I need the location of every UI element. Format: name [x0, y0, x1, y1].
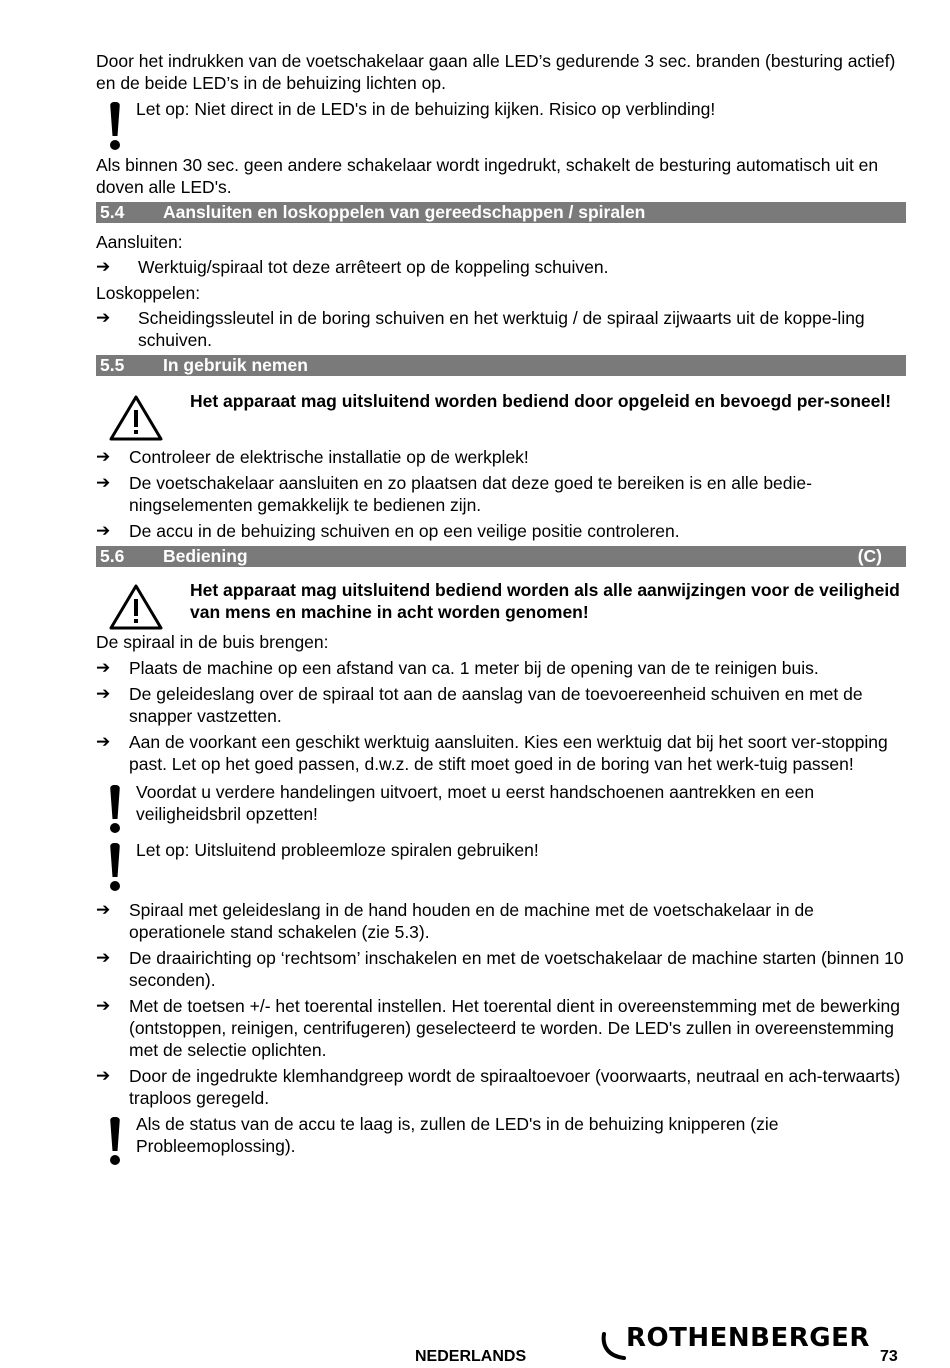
list-item — [96, 899, 906, 943]
arrow-right-icon: ➔ — [96, 447, 111, 466]
footer-language: NEDERLANDS — [415, 1348, 527, 1365]
caution-note — [96, 781, 906, 833]
exclamation-icon — [108, 839, 148, 891]
section-title: Bediening — [163, 546, 248, 566]
warning-triangle-icon — [108, 394, 164, 442]
list-item-text: Met de toetsen +/- het toerental instellen. Het toerental dient in overeenstemming met de bewerking (ontstoppen, reinigen, centrifugeren) geselecteerd te worden. De LED's zullen in overeenstemming met de selectie oplichten. — [129, 996, 900, 1060]
page-number: 73 — [880, 1348, 898, 1365]
section-header-5-6 — [96, 546, 906, 567]
arrow-right-icon: ➔ — [96, 1066, 111, 1085]
arrow-right-icon: ➔ — [96, 684, 111, 703]
warning-block — [96, 390, 906, 442]
list-item-text: Scheidingssleutel in de boring schuiven en het werktuig / de spiraal zijwaarts uit de koppe-ling schuiven. — [138, 308, 865, 350]
warning-text: Het apparaat mag uitsluitend bediend worden als alle aanwijzingen voor de veiligheid van mens en machine in acht worden genomen! — [190, 580, 900, 622]
arrow-right-icon: ➔ — [96, 658, 111, 677]
list-item-text: Aan de voorkant een geschikt werktuig aansluiten. Kies een werktuig dat bij het soort ver-stopping past. Let op het goed passen, d.w.z. de stift moet goed in de boring van het werk-tuig passen! — [129, 732, 888, 774]
exclamation-icon — [108, 1113, 148, 1165]
list-item — [96, 1065, 906, 1109]
list-item — [96, 683, 906, 727]
manual-page — [96, 50, 906, 1169]
list-item — [96, 995, 906, 1061]
section-number: 5.6 — [100, 546, 125, 566]
list-item — [96, 307, 906, 351]
warning-text: Het apparaat mag uitsluitend worden bediend door opgeleid en bevoegd per-soneel! — [190, 391, 892, 411]
disconnect-label: Loskoppelen: — [96, 283, 201, 303]
list-item-text: De draairichting op ‘rechtsom’ inschakelen en met de voetschakelaar de machine starten (binnen 10 seconden). — [129, 948, 904, 990]
connect-label: Aansluiten: — [96, 232, 183, 252]
list-item-text: De voetschakelaar aansluiten en zo plaatsen dat deze goed te bereiken is en alle bedie-ningselementen gemakkelijk te bedienen zijn. — [129, 473, 812, 515]
section-title: Aansluiten en loskoppelen van gereedschappen / spiralen — [163, 202, 646, 222]
exclamation-icon — [108, 781, 148, 833]
list-item-text: Door de ingedrukte klemhandgreep wordt de spiraaltoevoer (voorwaarts, neutraal en ach-terwaarts) traploos geregeld. — [129, 1066, 901, 1108]
caution-note-text: Let op: Uitsluitend probleemloze spiralen gebruiken! — [136, 840, 539, 860]
exclamation-icon — [108, 98, 148, 150]
section-flag: (C) — [857, 546, 882, 566]
section-number: 5.5 — [100, 355, 125, 375]
list-item-text: Spiraal met geleideslang in de hand houden en de machine met de voetschakelaar in de operationele stand schakelen (zie 5.3). — [129, 900, 814, 942]
list-item — [96, 520, 906, 542]
procedure-label: De spiraal in de buis brengen: — [96, 632, 329, 652]
brand-logo-text: ROTHENBERGER — [626, 1323, 870, 1353]
arrow-right-icon: ➔ — [96, 732, 111, 751]
list-item-text: Plaats de machine op een afstand van ca. 1 meter bij de opening van de te reinigen buis. — [129, 658, 819, 678]
section-title: In gebruik nemen — [163, 355, 308, 375]
caution-note — [96, 98, 906, 150]
section-number: 5.4 — [100, 202, 125, 222]
list-item-text: De geleideslang over de spiraal tot aan de aanslag van de toevoereenheid schuiven en met de snapper vastzetten. — [129, 684, 863, 726]
arrow-right-icon: ➔ — [96, 900, 111, 919]
arrow-right-icon: ➔ — [96, 521, 111, 540]
caution-note-text: Voordat u verdere handelingen uitvoert, moet u eerst handschoenen aantrekken en een veiligheidsbril opzetten! — [136, 782, 815, 824]
arrow-right-icon: ➔ — [96, 308, 111, 327]
timeout-paragraph: Als binnen 30 sec. geen andere schakelaar wordt ingedrukt, schakelt de besturing automatisch uit en doven alle LED's. — [96, 155, 879, 197]
caution-note-text: Als de status van de accu te laag is, zullen de LED's in de behuizing knipperen (zie Probleemoplossing). — [136, 1114, 779, 1156]
caution-note-text: Let op: Niet direct in de LED's in de behuizing kijken. Risico op verblinding! — [136, 99, 716, 119]
arrow-right-icon: ➔ — [96, 948, 111, 967]
warning-triangle-icon — [108, 583, 164, 631]
caution-note — [96, 839, 906, 891]
list-item — [96, 657, 906, 679]
list-item — [96, 446, 906, 468]
section-header-5-4 — [96, 202, 906, 223]
caution-note — [96, 1113, 906, 1165]
list-item-text: Controleer de elektrische installatie op de werkplek! — [129, 447, 529, 467]
arrow-right-icon: ➔ — [96, 257, 111, 276]
section-header-5-5 — [96, 355, 906, 376]
list-item — [96, 256, 906, 278]
list-item-text: De accu in de behuizing schuiven en op een veilige positie controleren. — [129, 521, 680, 541]
arrow-right-icon: ➔ — [96, 473, 111, 492]
arrow-right-icon: ➔ — [96, 996, 111, 1015]
list-item — [96, 947, 906, 991]
intro-paragraph: Door het indrukken van de voetschakelaar gaan alle LED’s gedurende 3 sec. branden (besturing actief) en de beide LED’s in de behuizing lichten op. — [96, 51, 896, 93]
warning-block — [96, 579, 906, 631]
list-item — [96, 731, 906, 775]
list-item — [96, 472, 906, 516]
list-item-text: Werktuig/spiraal tot deze arrêteert op de koppeling schuiven. — [138, 257, 609, 277]
